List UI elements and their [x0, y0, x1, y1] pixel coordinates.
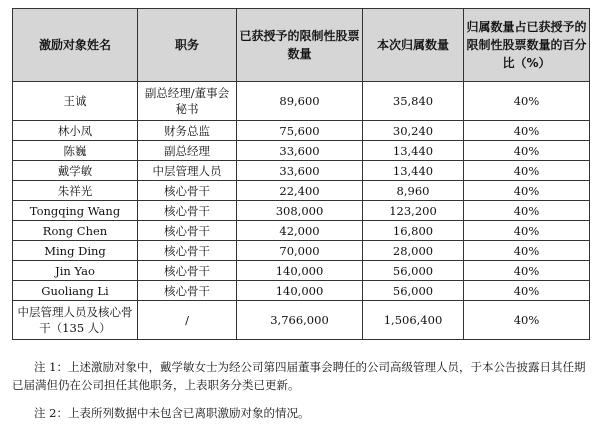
cell-vested: 16,800 [363, 221, 464, 241]
header-granted-shares: 已获授予的限制性股票数量 [237, 9, 363, 82]
cell-name: Tongqing Wang [13, 201, 138, 221]
cell-percent: 40% [464, 281, 590, 301]
cell-vested: 13,440 [363, 161, 464, 181]
cell-vested: 1,506,400 [363, 301, 464, 340]
cell-position: 副总经理/董事会秘书 [138, 82, 237, 121]
table-row [13, 181, 590, 201]
cell-position: / [138, 301, 237, 340]
table-row [13, 82, 590, 121]
table-header-row [13, 9, 590, 82]
cell-granted: 89,600 [237, 82, 363, 121]
cell-name: Rong Chen [13, 221, 138, 241]
cell-percent: 40% [464, 181, 590, 201]
cell-vested: 123,200 [363, 201, 464, 221]
cell-vested: 28,000 [363, 241, 464, 261]
cell-name: 戴学敏 [13, 161, 138, 181]
footnote-1: 注 1：上述激励对象中，戴学敏女士为经公司第四届董事会聘任的公司高级管理人员，于本公告披露日其任期已届满但仍在公司担任其他职务，上表职务分类已更新。 [12, 360, 586, 392]
cell-percent: 40% [464, 141, 590, 161]
cell-granted: 33,600 [237, 161, 363, 181]
cell-position: 副总经理 [138, 141, 237, 161]
cell-name: 朱祥光 [13, 181, 138, 201]
table-row [13, 221, 590, 241]
cell-position: 核心骨干 [138, 221, 237, 241]
cell-percent: 40% [464, 161, 590, 181]
header-position: 职务 [138, 9, 237, 82]
cell-percent: 40% [464, 121, 590, 141]
header-grantee-name: 激励对象姓名 [13, 9, 138, 82]
cell-position: 中层管理人员 [138, 161, 237, 181]
table-row [13, 201, 590, 221]
cell-granted: 140,000 [237, 281, 363, 301]
table-row [13, 141, 590, 161]
footnote-2: 注 2：上表所列数据中未包含已离职激励对象的情况。 [34, 406, 310, 420]
cell-position: 核心骨干 [138, 281, 237, 301]
cell-granted: 42,000 [237, 221, 363, 241]
cell-vested: 8,960 [363, 181, 464, 201]
cell-granted: 22,400 [237, 181, 363, 201]
table-row [13, 241, 590, 261]
cell-name: Guoliang Li [13, 281, 138, 301]
cell-granted: 33,600 [237, 141, 363, 161]
cell-granted: 140,000 [237, 261, 363, 281]
equity-incentive-table [12, 8, 590, 340]
header-vesting-percent: 归属数量占已获授予的限制性股票数量的百分比（%） [464, 9, 590, 82]
cell-name: Jin Yao [13, 261, 138, 281]
cell-granted: 3,766,000 [237, 301, 363, 340]
cell-percent: 40% [464, 82, 590, 121]
table-row [13, 281, 590, 301]
cell-vested: 35,840 [363, 82, 464, 121]
cell-vested: 56,000 [363, 281, 464, 301]
cell-name: 林小凤 [13, 121, 138, 141]
cell-vested: 13,440 [363, 141, 464, 161]
cell-vested: 56,000 [363, 261, 464, 281]
cell-name: Ming Ding [13, 241, 138, 261]
cell-position: 财务总监 [138, 121, 237, 141]
cell-percent: 40% [464, 221, 590, 241]
table-row [13, 161, 590, 181]
cell-percent: 40% [464, 201, 590, 221]
cell-name: 陈巍 [13, 141, 138, 161]
cell-granted: 308,000 [237, 201, 363, 221]
cell-percent: 40% [464, 301, 590, 340]
cell-granted: 75,600 [237, 121, 363, 141]
table-row [13, 121, 590, 141]
cell-position: 核心骨干 [138, 181, 237, 201]
cell-vested: 30,240 [363, 121, 464, 141]
cell-name: 王诚 [13, 82, 138, 121]
cell-position: 核心骨干 [138, 261, 237, 281]
header-vested-shares: 本次归属数量 [363, 9, 464, 82]
cell-granted: 70,000 [237, 241, 363, 261]
table-row-total [13, 301, 590, 340]
cell-percent: 40% [464, 241, 590, 261]
cell-position: 核心骨干 [138, 201, 237, 221]
cell-position: 核心骨干 [138, 241, 237, 261]
table-row [13, 261, 590, 281]
cell-name: 中层管理人员及核心骨干（135 人） [13, 301, 138, 340]
cell-percent: 40% [464, 261, 590, 281]
